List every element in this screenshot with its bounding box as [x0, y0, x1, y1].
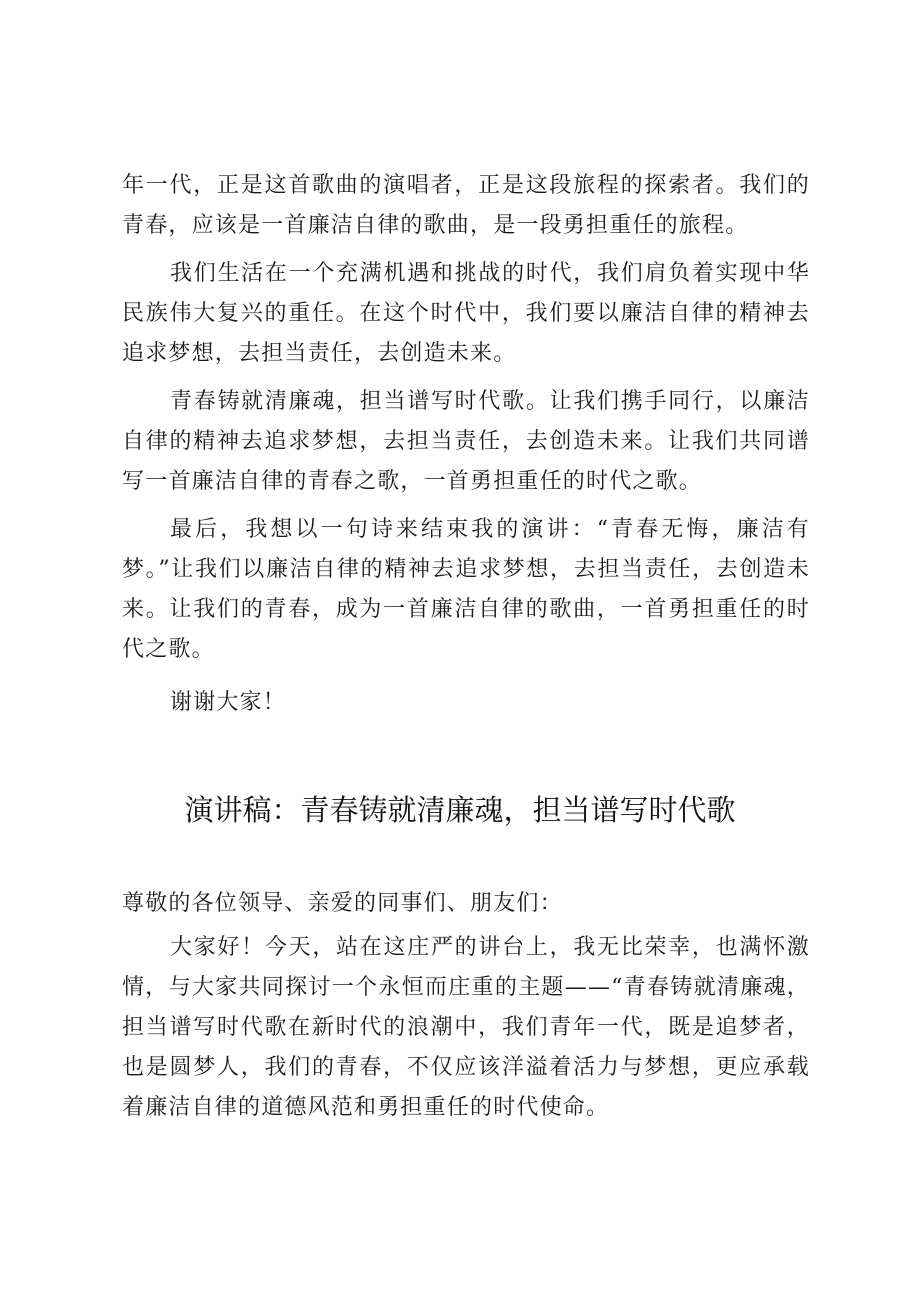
paragraph-opening: 大家好！今天，站在这庄严的讲台上，我无比荣幸，也满怀激情，与大家共同探讨一个永恒而庄重的主题——“青春铸就清廉魂，担当谱写时代歌在新时代的浪潮中，我们青年一代，既是追梦者，也是圆梦人，我们的青春，不仅应该洋溢着活力与梦想，更应承载着廉洁自律的道德风范和勇担重任的时代使命。 — [122, 935, 810, 1120]
paragraph-call-to-action: 青春铸就清廉魂，担当谱写时代歌。让我们携手同行，以廉洁自律的精神去追求梦想，去担当责任，去创造未来。让我们共同谱写一首廉洁自律的青春之歌，一首勇担重任的时代之歌。 — [122, 389, 810, 494]
paragraph-continuation: 年一代，正是这首歌曲的演唱者，正是这段旅程的探索者。我们的青春，应该是一首廉洁自律的歌曲，是一段勇担重任的旅程。 — [122, 173, 810, 238]
paragraph-conclusion: 最后，我想以一句诗来结束我的演讲：“青春无悔，廉洁有梦。”让我们以廉洁自律的精神去追求梦想，去担当责任，去创造未来。让我们的青春，成为一首廉洁自律的歌曲，一首勇担重任的时代之歌。 — [122, 517, 810, 662]
closing-thanks: 谢谢大家！ — [170, 690, 287, 715]
salutation: 尊敬的各位领导、亲爱的同事们、朋友们： — [122, 891, 563, 916]
speech-title: 演讲稿：青春铸就清廉魂，担当谱写时代歌 — [184, 793, 736, 827]
paragraph-era: 我们生活在一个充满机遇和挑战的时代，我们肩负着实现中华民族伟大复兴的重任。在这个时代中，我们要以廉洁自律的精神去追求梦想，去担当责任，去创造未来。 — [122, 261, 810, 366]
